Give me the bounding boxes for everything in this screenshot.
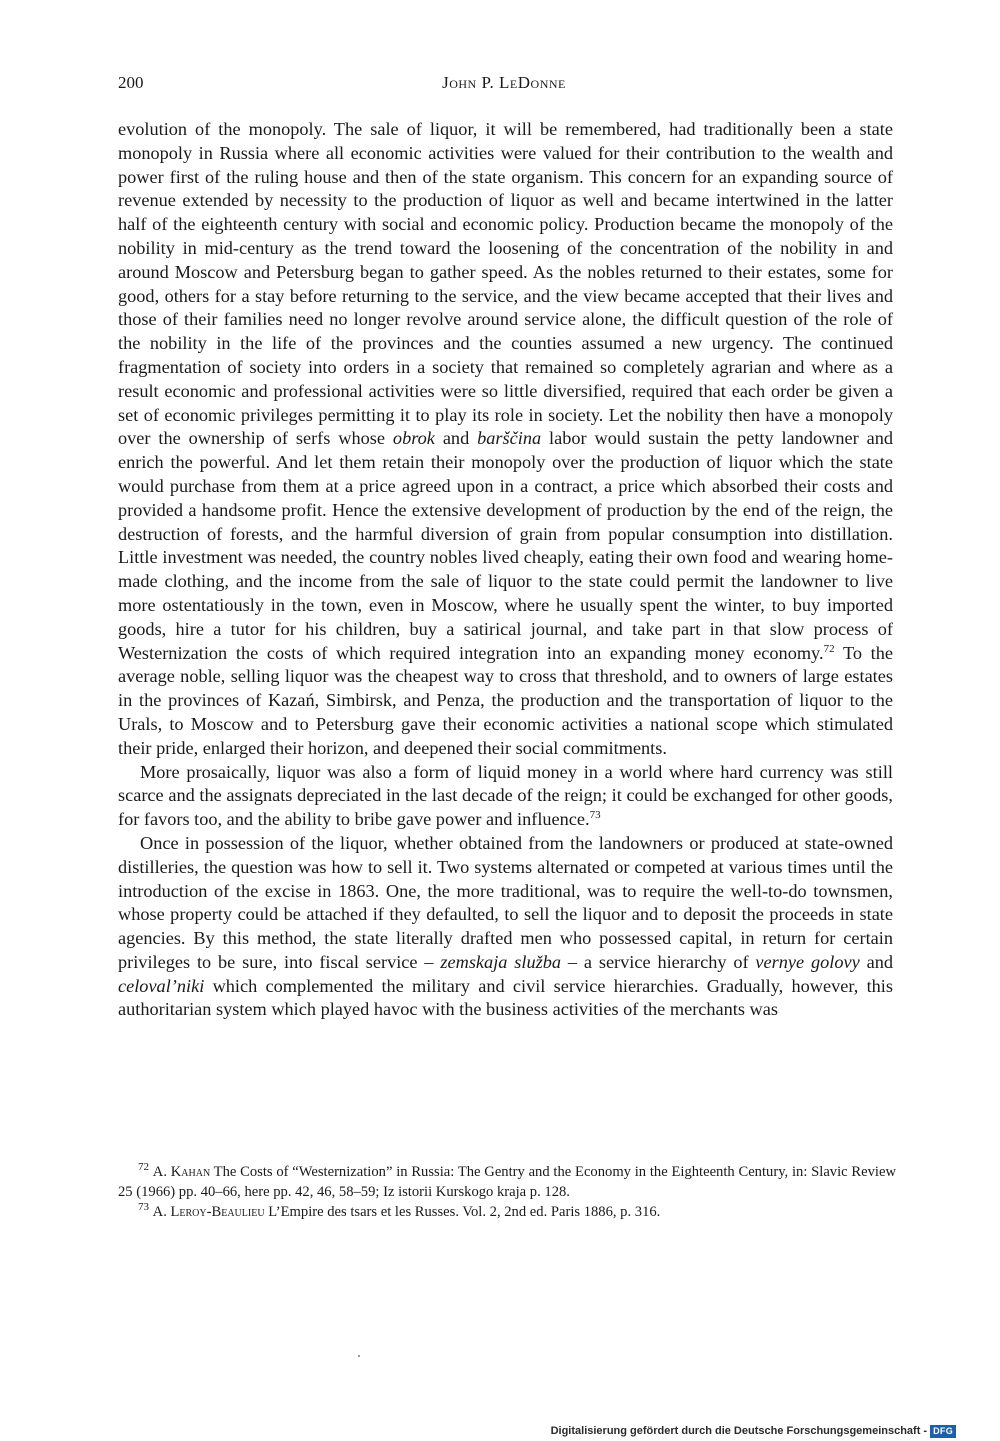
term-vernye-golovy: vernye golovy bbox=[755, 951, 860, 972]
paragraph-2: More prosaically, liquor was also a form of liquid money in a world where hard currency was still scarce and the assignats depreciated in the last decade of the reign; it could be exchanged for other goods, for favors too, and the ability to bribe gave power and influence.$^{73}$ bbox=[118, 761, 893, 830]
term-zemskaja-sluzba: zemskaja služba bbox=[440, 951, 561, 972]
footnote-ref-72[interactable]: 72 bbox=[823, 642, 835, 655]
term-barscina: barščina bbox=[477, 428, 542, 449]
dfg-logo-icon: DFG bbox=[930, 1425, 956, 1438]
credit-text: Digitalisierung gefördert durch die Deutsche Forschungsgemeinschaft - bbox=[550, 1425, 928, 1437]
paragraph-3: Once in possession of the liquor, whether obtained from the landowners or produced at state-owned distilleries, the question was how to sell it. Two systems alternated or competed at various times until the introduction of the excise in 1863. One, the more traditional, was to require the well-to-do townsmen, whose property could be attached if they defaulted, to sell the liquor and to deposit the proceeds in state agencies. By this method, the state literally drafted men who possessed capital, in return for certain privileges to be sure, into fiscal service – zemskaja služba – a service hierarchy of vernye golovy and celoval’niki which complemented the military and civil service hierarchies. Gradually, however, this authoritarian system which played havoc with the business activities of the merchants was bbox=[118, 832, 893, 1020]
footnote-author: A. Leroy-Beaulieu bbox=[152, 1204, 265, 1220]
footnote-73: $^{73}$ A. Leroy-Beaulieu L’Empire des tsars et les Russes. Vol. 2, 2nd ed. Paris 1886, p. 316. bbox=[138, 1201, 661, 1220]
page-number: 200 bbox=[118, 73, 144, 92]
footnote-author: A. Kahan bbox=[152, 1164, 211, 1180]
body-text bbox=[118, 118, 893, 1022]
digitization-credit bbox=[551, 1424, 956, 1438]
paragraph-1: evolution of the monopoly. The sale of liquor, it will be remembered, had traditionally been a state monopoly in Russia where all economic activities were valued for their contribution to the wealth and power first of the ruling house and then of the state organism. This concern for an expanding source of revenue extended by necessity to the production of liquor as well and became intertwined in the latter half of the eighteenth century with social and economic policy. Production became the monopoly of the nobility in mid-century as the trend toward the loosening of the concentration of the nobility in and around Moscow and Petersburg began to gather speed. As the nobles returned to their estates, some for good, others for a stay before returning to the service, and the view became accepted that their lives and those of their families need no longer revolve around service alone, the difficult question of the role of the nobility in the life of the provinces and the counties assumed a new urgency. The continued fragmentation of society into orders in a society that remained so completely agrarian and where as a result economic and professional activities were so little diversified, required that each order be given a set of economic privileges permitting it to play its role in society. Let the nobility then have a monopoly over the ownership of serfs whose obrok and barščina labor would sustain the petty landowner and enrich the powerful. And let them retain their monopoly over the production of liquor which the state would purchase from them at a price agreed upon in a contract, a price which absorbed their costs and provided a handsome profit. Hence the extensive development of production by the end of the reign, the destruction of forests, and the harmful diversion of grain from popular consumption into distillation. Little investment was needed, the country nobles lived cheaply, eating their own food and wearing home-made clothing, and the income from the sale of liquor to the state could permit the landowner to live more ostentatiously in the town, even in Moscow, where he usually spent the winter, to buy imported goods, hire a tutor for his children, buy a satirical journal, and take part in that slow process of Westernization the costs of which required integration into an expanding money economy.$^{72}$ To the average noble, selling liquor was the cheapest way to cross that threshold, and to owners of large estates in the provinces of Kazań, Simbirsk, and Penza, the production and the transportation of liquor to the Urals, to Moscow and to Petersburg gave their economic activities a national scope which stimulated their pride, enlarged their horizon, and deepened their social commitments. bbox=[118, 119, 893, 758]
scan-speck bbox=[358, 1355, 360, 1357]
footnote-72: $^{72}$ A. Kahan The Costs of “Westernization” in Russia: The Gentry and the Economy in the Eighteenth Century, in: Slavic Review 25 (1966) pp. 40–66, here pp. 42, 46, 58–59; Iz istorii Kurskogo kraja p. 128. bbox=[118, 1161, 896, 1200]
running-head: John P. LeDonne bbox=[442, 73, 566, 92]
footnote-ref-73[interactable]: 73 bbox=[589, 809, 601, 822]
page-header bbox=[118, 73, 890, 99]
footnotes bbox=[118, 1162, 896, 1222]
term-celovalniki: celoval’niki bbox=[118, 975, 205, 996]
term-obrok: obrok bbox=[392, 428, 435, 449]
